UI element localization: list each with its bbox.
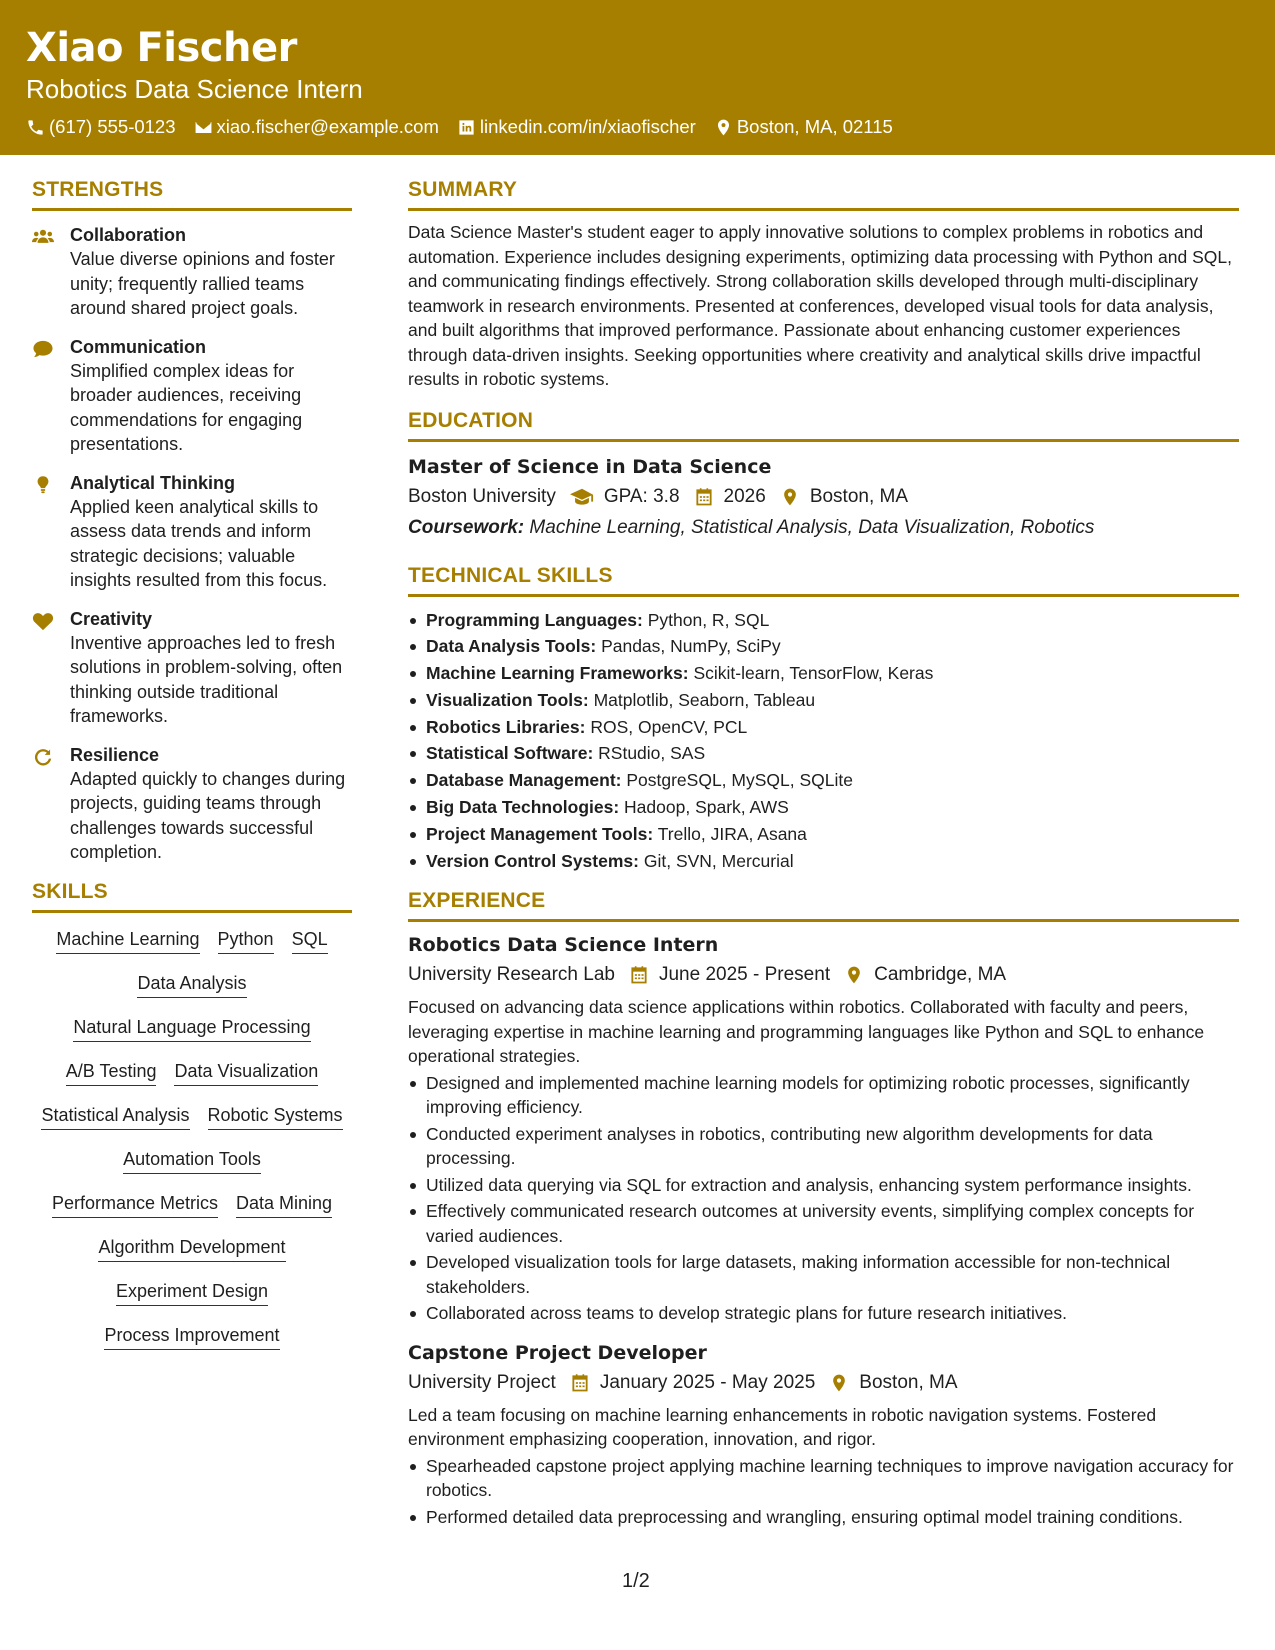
tech-skill-label: Version Control Systems:	[426, 850, 639, 871]
strength-desc: Value diverse opinions and foster unity; frequently rallied teams around shared project goals.	[70, 249, 335, 318]
list-item: Designed and implemented machine learning models for optimizing robotic processes, significantly improving efficiency.	[408, 1071, 1239, 1120]
skill-tag: SQL	[292, 927, 328, 954]
tech-skill-value: PostgreSQL, MySQL, SQLite	[626, 770, 853, 791]
tech-skill-label: Data Analysis Tools:	[426, 636, 597, 657]
tech-skill-label: Statistical Software:	[426, 743, 594, 764]
strengths-list	[32, 223, 352, 865]
list-item: Effectively communicated research outcomes at university events, simplifying complex concepts for varied audiences.	[408, 1199, 1239, 1248]
tech-skill-value: Python, R, SQL	[647, 609, 770, 630]
job-description: Led a team focusing on machine learning enhancements in robotic navigation systems. Fostered environment emphasizing cooperation, innovation, and rigor.	[408, 1404, 1157, 1450]
skill-tag: Process Improvement	[104, 1323, 279, 1350]
resume-header	[0, 0, 1275, 155]
list-item	[408, 687, 1239, 714]
list-item: Performed detailed data preprocessing and wrangling, ensuring optimal model training conditions.	[408, 1505, 1239, 1530]
list-item	[408, 740, 1239, 767]
school-location: Boston, MA	[809, 485, 909, 507]
job-description: Focused on advancing data science applications within robotics. Collaborated with faculty and peers, leveraging expertise in machine learning and programming languages like Python and SQL to enhance operational strategies.	[408, 997, 1205, 1067]
summary-heading: SUMMARY	[408, 177, 1239, 211]
tech-skill-value: Scikit-learn, TensorFlow, Keras	[693, 663, 934, 684]
skill-tag: Performance Metrics	[52, 1191, 218, 1218]
list-item: Spearheaded capstone project applying machine learning techniques to improve navigation accuracy for robotics.	[408, 1454, 1239, 1503]
heart-icon	[32, 607, 70, 729]
list-item	[408, 660, 1239, 687]
degree-title: Master of Science in Data Science	[408, 455, 772, 478]
strength-item	[32, 743, 352, 865]
tech-skill-label: Database Management:	[426, 770, 622, 791]
right-column	[408, 177, 1239, 1531]
strength-desc: Applied keen analytical skills to assess data trends and inform strategic decisions; valuable insights resulted from this focus.	[70, 496, 328, 590]
users-icon	[32, 223, 70, 321]
job-meta	[408, 961, 1239, 989]
location-pin-icon	[714, 118, 733, 137]
tech-skill-label: Big Data Technologies:	[426, 797, 620, 818]
skills-heading: SKILLS	[32, 879, 352, 913]
list-item	[408, 767, 1239, 794]
skill-tag: Data Visualization	[174, 1059, 318, 1086]
skill-tag: Experiment Design	[116, 1279, 268, 1306]
list-item: Utilized data querying via SQL for extraction and analysis, enhancing system performance insights.	[408, 1173, 1239, 1198]
job-org: University Project	[408, 1371, 556, 1393]
tech-skill-label: Project Management Tools:	[426, 823, 654, 844]
list-item: Collaborated across teams to develop strategic plans for future research initiatives.	[408, 1301, 1239, 1326]
education-heading: EDUCATION	[408, 408, 1239, 442]
job-entry	[408, 1340, 1239, 1530]
contact-linkedin-text: linkedin.com/in/xiaofischer	[479, 116, 696, 137]
strength-desc: Inventive approaches led to fresh solutions in problem-solving, often thinking outside traditional frameworks.	[70, 632, 343, 726]
tech-skill-label: Programming Languages:	[426, 609, 643, 630]
tech-skill-value: ROS, OpenCV, PCL	[590, 716, 748, 737]
technical-skills-heading: TECHNICAL SKILLS	[408, 563, 1239, 597]
skill-tag: A/B Testing	[66, 1059, 157, 1086]
location-pin-icon	[766, 487, 810, 507]
linkedin-icon	[457, 118, 476, 137]
strength-title: Creativity	[70, 608, 153, 629]
candidate-title: Robotics Data Science Intern	[26, 74, 363, 104]
skill-tag: Data Analysis	[137, 971, 246, 998]
skill-tag: Robotic Systems	[208, 1103, 343, 1130]
skills-tag-cloud	[32, 927, 352, 1350]
job-dates: January 2025 - May 2025	[599, 1371, 816, 1393]
skill-tag: Machine Learning	[56, 927, 199, 954]
school-name: Boston University	[408, 485, 556, 507]
skill-tag: Algorithm Development	[98, 1235, 285, 1262]
skill-tag: Statistical Analysis	[41, 1103, 189, 1130]
tech-skill-value: Hadoop, Spark, AWS	[624, 797, 789, 818]
education-meta	[408, 483, 1239, 511]
candidate-name: Xiao Fischer	[26, 25, 297, 71]
gpa: GPA: 3.8	[603, 485, 680, 507]
tech-skill-label: Robotics Libraries:	[426, 716, 586, 737]
strength-title: Resilience	[70, 744, 160, 765]
experience-heading: EXPERIENCE	[408, 888, 1239, 922]
skill-tag: Python	[218, 927, 274, 954]
coursework-label: Coursework:	[408, 516, 525, 538]
contact-linkedin[interactable]	[457, 116, 696, 138]
calendar-icon	[680, 487, 724, 507]
job-title: Capstone Project Developer	[408, 1341, 707, 1364]
job-bullets	[408, 1454, 1239, 1530]
skill-tag: Natural Language Processing	[73, 1015, 310, 1042]
contact-phone[interactable]	[26, 116, 176, 138]
list-item: Conducted experiment analyses in robotics, contributing new algorithm developments for data processing.	[408, 1122, 1239, 1171]
strength-item	[32, 607, 352, 729]
list-item	[408, 607, 1239, 634]
left-column	[32, 177, 352, 1350]
tech-skill-label: Machine Learning Frameworks:	[426, 663, 689, 684]
graduation-cap-icon	[556, 487, 604, 507]
contact-email[interactable]	[194, 116, 439, 138]
tech-skill-value: Git, SVN, Mercurial	[643, 850, 794, 871]
contact-location-text: Boston, MA, 02115	[736, 116, 893, 137]
strength-item	[32, 471, 352, 593]
list-item: Developed visualization tools for large datasets, making information accessible for non-technical stakeholders.	[408, 1250, 1239, 1299]
tech-skill-value: Trello, JIRA, Asana	[657, 823, 807, 844]
strength-item	[32, 223, 352, 321]
redo-icon	[32, 743, 70, 865]
skill-tag: Automation Tools	[123, 1147, 261, 1174]
graduation-year: 2026	[723, 485, 766, 507]
strength-title: Communication	[70, 336, 207, 357]
job-location: Boston, MA	[859, 1371, 958, 1393]
skill-tag: Data Mining	[236, 1191, 332, 1218]
tech-skill-value: RStudio, SAS	[598, 743, 706, 764]
job-title: Robotics Data Science Intern	[408, 934, 719, 957]
page-number: 1/2	[622, 1570, 650, 1592]
strength-title: Analytical Thinking	[70, 472, 236, 493]
tech-skill-value: Pandas, NumPy, SciPy	[601, 636, 781, 657]
strength-item	[32, 335, 352, 457]
location-pin-icon	[815, 1373, 859, 1393]
tech-skill-value: Matplotlib, Seaborn, Tableau	[593, 689, 816, 710]
contact-bar	[26, 116, 1249, 138]
job-bullets	[408, 1071, 1239, 1326]
list-item	[408, 821, 1239, 848]
strength-desc: Adapted quickly to changes during projects, guiding teams through challenges towards successful completion.	[70, 768, 346, 862]
list-item	[408, 794, 1239, 821]
envelope-icon	[194, 118, 213, 137]
calendar-icon	[615, 965, 659, 985]
contact-email-text: xiao.fischer@example.com	[216, 116, 439, 137]
comment-icon	[32, 335, 70, 457]
strength-desc: Simplified complex ideas for broader audiences, receiving commendations for engaging presentations.	[70, 360, 303, 454]
job-location: Cambridge, MA	[874, 964, 1007, 986]
list-item	[408, 633, 1239, 660]
strengths-heading: STRENGTHS	[32, 177, 352, 211]
job-meta	[408, 1369, 1239, 1397]
contact-phone-text: (617) 555-0123	[49, 116, 176, 137]
summary-text: Data Science Master's student eager to apply innovative solutions to complex problems in robotics and automation. Experience includes designing experiments, optimizing data processing with Python and SQL, and communicating findings effectively. Strong collaboration skills developed through multi-disciplinary teamwork in research environments. Presented at conferences, developed visual tools for data analysis, and built algorithms that improved performance. Passionate about enhancing customer experiences through data-driven insights. Seeking opportunities where creativity and analytical skills drive impactful results in robotic systems.	[408, 222, 1232, 389]
technical-skills-list	[408, 607, 1239, 875]
coursework	[408, 515, 1239, 541]
job-entry	[408, 932, 1239, 1326]
lightbulb-icon	[32, 471, 70, 593]
calendar-icon	[556, 1373, 600, 1393]
coursework-list: Machine Learning, Statistical Analysis, Data Visualization, Robotics	[529, 516, 1095, 538]
strength-title: Collaboration	[70, 225, 186, 245]
job-dates: June 2025 - Present	[658, 964, 831, 986]
contact-location	[714, 116, 893, 138]
list-item	[408, 848, 1239, 875]
list-item	[408, 714, 1239, 741]
job-org: University Research Lab	[408, 964, 615, 986]
phone-icon	[26, 118, 45, 137]
location-pin-icon	[830, 965, 874, 985]
tech-skill-label: Visualization Tools:	[426, 689, 589, 710]
